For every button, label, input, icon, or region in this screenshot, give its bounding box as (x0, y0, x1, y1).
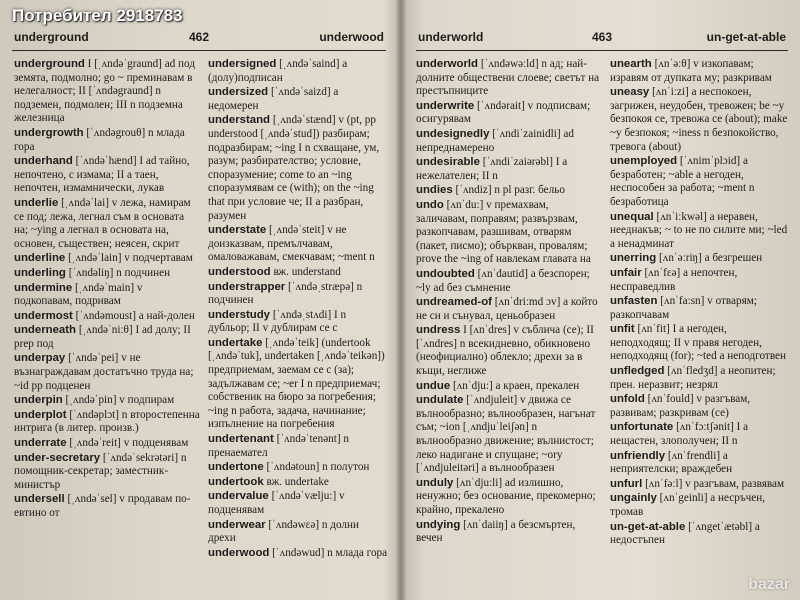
dictionary-entry (416, 519, 602, 546)
definition: [ˌʌndəˈpin] v подпирам (62, 394, 175, 407)
definition: [ˈʌndəˈpei] v не възнаграждавам достатъчно труда на; ~id pp подценен (14, 352, 194, 392)
headword: unfair (610, 266, 642, 279)
definition: [ˈʌndəˈtenənt] n пренаемател (208, 433, 349, 459)
dictionary-entry (416, 199, 602, 267)
headword: undermost (14, 309, 73, 322)
definition: [ʌnˈiːkwəl] a неравен, нееднакъв; ~ to не по силите ми; ~led a ненадминат (610, 210, 788, 250)
dictionary-entry (610, 421, 788, 448)
headword: understand (208, 114, 271, 127)
left-column-2 (208, 58, 388, 561)
left-header-rule (12, 50, 386, 51)
definition: [ʌnˈiːzi] a неспокоен, загрижен, неудобен, тревожен; be ~y безпокоя се, тревожа се (about); make ~y безпокоя; ~iness n безпокойство, тревога (about) (610, 86, 788, 153)
definition: [ˌʌndəˈlain] v подчертавам (65, 252, 193, 265)
headword: unfortunate (610, 421, 674, 434)
headword: underline (14, 252, 66, 265)
definition: [ˈʌndəgrouθ] n млада гора (14, 126, 185, 153)
definition: [ʌnˈdriːmd ɔv] a който не си и сънувал, ценьобразен (416, 296, 598, 322)
headword: underling (14, 266, 66, 279)
definition: [ˈʌndəˈvælju:] v подценявам (208, 490, 345, 516)
definition: [ˌʌndəˈsel] v продавам по-евтино от (14, 493, 191, 519)
dictionary-entry (610, 393, 788, 420)
headword: undue (416, 379, 451, 392)
definition: [ʌnˈəːθ] v изкопавам; изравям от дупката му; разкривам (610, 58, 772, 84)
definition: [ʌnˈgeinli] a несръчен, тромав (610, 492, 765, 518)
definition: [ˈʌndəwəːld] n ад; най-долните обществени слоеве; светът на престъпниците (416, 58, 600, 98)
dictionary-entry (416, 128, 602, 155)
headword: unduly (416, 476, 454, 489)
headword: unfriendly (610, 449, 666, 462)
dictionary-entry (14, 197, 200, 251)
definition: [ʌnˈfould] v разгъвам, развивам; разкривам (се) (610, 393, 751, 419)
definition: [ʌnˈfledʒd] a неопитен; прен. неразвит; незрял (610, 365, 776, 391)
dictionary-entry (14, 352, 200, 393)
definition: [ˌʌndəˈteik] (undertook [ˌʌndəˈtuk], undertaken [ˌʌndəˈteikən]) предприемам, заемам се с (за); задължавам се; ~er I n предприемач; собственик на бюро за погребения; ~ing n работа, задача, начинание; изпълнение на погребения (208, 336, 385, 431)
headword: undertook (208, 475, 264, 488)
dictionary-entry (14, 452, 200, 493)
headword: undertenant (208, 433, 274, 446)
dictionary-entry (14, 310, 200, 324)
dictionary-entry (14, 267, 200, 281)
definition: вж. understand (270, 265, 341, 278)
headword: understate (208, 224, 267, 237)
definition: [ʌnˈfit] I a негоден, неподходящ; II v правя негоден, неподходящ (for); ~ted a неподготвен (610, 323, 786, 363)
dictionary-entry (208, 114, 388, 223)
dictionary-entry (610, 58, 788, 85)
left-page (0, 0, 398, 600)
definition: [ˈʌndəwud] n млада гора (269, 546, 388, 559)
dictionary-entry (208, 86, 388, 113)
left-page-number: 462 (188, 30, 210, 44)
headword: undoubted (416, 267, 475, 280)
definition: [ʌnˈdju:li] ad излишно, ненужно; без основание, прекомерно; крайно, прекалено (416, 476, 596, 516)
headword: understudy (208, 308, 271, 321)
headword: undergrowth (14, 126, 84, 139)
left-page-header (14, 30, 384, 50)
definition: [ˈʌnimˈplɔid] a безработен; ~able a негоден, неспособен за работа; ~ment n безработица (610, 155, 755, 208)
dictionary-entry (14, 324, 200, 351)
left-guide-word-last: underwood (319, 30, 384, 44)
dictionary-entry (208, 476, 388, 490)
dictionary-entry (610, 478, 788, 492)
headword: undersized (208, 86, 269, 99)
definition: [ˌʌndəˈstænd] v (pt, pp understood [ˌʌndəˈstud]) разбирам; подразбирам; ~ing I n схващане, ум, разум; разбирателство; условие, споразумение; come to an ~ing споразумявам се (with); on the ~ing that при условие че; II a разбран, разумен (208, 114, 380, 222)
definition: [ʌnˈdu:] v премахвам, заличавам, поправям; развързвам, разкопчавам, разшивам, отварям (пакет, писмо); объркван, провалям; prove the ~ing of навлекам главата на (416, 198, 591, 266)
dictionary-entry (416, 184, 602, 198)
dictionary-entry (14, 282, 200, 309)
definition: [ˈʌndiˈzaiərəbl] I a нежелателен; II n (416, 156, 568, 182)
definition: [ʌnˈfɔːtʃənit] I a нещастен, злополучен; II n (610, 421, 749, 448)
definition: [ʌnˈfrendli] a неприятелски; враждебен (610, 449, 733, 476)
definition: [ˌʌndəˈsaind] a (долу)подписан (208, 58, 348, 84)
dictionary-entry (416, 268, 602, 295)
definition: [ʌnˈəːriŋ] a безгрешен (656, 252, 763, 265)
dictionary-entry (610, 492, 788, 519)
dictionary-entry (416, 58, 602, 99)
definition: [ˈʌndəplɔt] n второстепенна интрига (в литер. произв.) (14, 408, 200, 435)
headword: underrate (14, 437, 67, 450)
headword: undesignedly (416, 127, 490, 140)
headword: undertake (208, 336, 263, 349)
headword: undying (416, 518, 461, 531)
headword: uneasy (610, 86, 650, 99)
dictionary-entry (610, 450, 788, 477)
headword: undies (416, 184, 453, 197)
headword: underwear (208, 518, 266, 531)
dictionary-entry (208, 433, 388, 460)
definition: [ʌnˈfa:sn] v отварям; разкопчавам (610, 295, 757, 321)
dictionary-entry (14, 155, 200, 196)
headword: unearth (610, 58, 652, 70)
left-guide-word-first: underground (14, 30, 89, 44)
dictionary-entry (610, 252, 788, 266)
dictionary-entry (610, 521, 788, 548)
left-column-1 (14, 58, 200, 522)
headword: unfledged (610, 365, 665, 378)
headword: undervalue (208, 490, 269, 503)
dictionary-entry (208, 58, 388, 85)
right-header-rule (416, 50, 788, 51)
definition: [ˈʌndərait] v подписвам; осигурявам (416, 99, 591, 126)
dictionary-entry (14, 252, 200, 266)
headword: underpay (14, 352, 66, 365)
definition: [ˈʌndəˈhænd] I ad тайно, непочтено, с измама; II a таен, непочтен, измамнически, лукав (14, 155, 190, 195)
dictionary-entry (208, 547, 388, 561)
dictionary-entry (14, 493, 200, 520)
definition: [ˈʌndəwɛə] n долни дрехи (208, 518, 359, 545)
dictionary-entry (416, 296, 602, 323)
headword: unfasten (610, 295, 658, 308)
dictionary-entry (416, 156, 602, 183)
dictionary-entry (610, 211, 788, 252)
definition: [ˈʌndəˈsekrətəri] n помощник-секретар; заместник-министър (14, 451, 187, 491)
dictionary-entry (416, 324, 602, 378)
dictionary-entry (208, 281, 388, 308)
site-logo: bazar (748, 576, 790, 593)
headword: underplot (14, 408, 67, 421)
headword: ungainly (610, 492, 657, 505)
dictionary-entry (208, 490, 388, 517)
definition: [ʌnˈfəːl] v разгъвам, развявам (642, 477, 785, 490)
definition: вж. undertake (263, 475, 329, 488)
definition: [ˌʌndəˈlai] v лежа, намирам се под; лежа, легнал съм в основата на; ~ying a легнал в основата на, основен, съществен; неясен, скрит (14, 196, 191, 250)
headword: undress (416, 324, 461, 337)
dictionary-entry (416, 477, 602, 518)
dictionary-entry (208, 266, 388, 280)
dictionary-entry (14, 58, 200, 126)
definition: [ʌnˈdautid] a безспорен; ~ly ad без съмнение (416, 267, 590, 294)
headword: un-get-at-able (610, 520, 686, 533)
headword: unfit (610, 323, 635, 336)
definition: [ˈʌndəmoust] a най-долен (72, 309, 195, 322)
headword: underwrite (416, 99, 475, 112)
headword: underhand (14, 155, 73, 168)
definition: [ˈʌndəˌstʌdi] I n дубльор; II v дублирам се с (208, 308, 347, 335)
headword: undreamed-of (416, 296, 492, 309)
definition: [ˈʌndəˈsaizd] a недомерен (208, 86, 339, 112)
dictionary-entry (610, 267, 788, 294)
definition: [ˌʌndəˈsteit] v не доизказвам, премълчавам, омаловажавам, смекчавам; ~ment n (208, 224, 375, 264)
headword: unfold (610, 393, 645, 406)
right-column-1 (416, 58, 602, 547)
dictionary-entry (610, 295, 788, 322)
headword: undermine (14, 281, 73, 294)
definition: [ˈʌndiˈzainidli] ad непреднамерено (416, 127, 574, 154)
definition: [ˈʌndiz] n pl разг. бельо (452, 184, 565, 197)
definition: [ˌʌndəˈniːθ] I ad долу; II prep под (14, 324, 191, 350)
headword: undulate (416, 394, 464, 407)
right-column-2 (610, 58, 788, 549)
headword: undersell (14, 493, 65, 506)
dictionary-entry (610, 365, 788, 392)
dictionary-entry (208, 337, 388, 432)
headword: unemployed (610, 155, 678, 168)
dictionary-entry (208, 461, 388, 475)
definition: [ˈʌndjuleit] v движа се вълнообразно; вълнообразен, нагънат съм; ~ion [ˌʌndjuˈleiʃən] n вълнообразно движение; вълнистост; леко надигане и спущане; ~ory [ˈʌndjuleitəri] a вълнообразен (416, 394, 596, 475)
definition: [ˈʌndəliŋ] n подчинен (65, 266, 171, 279)
dictionary-entry (416, 380, 602, 394)
headword: unerring (610, 252, 657, 265)
definition: [ʌnˈfɛə] a непочтен, несправедлив (610, 266, 738, 293)
definition: [ˌʌndəˈmain] v подкопавам, подривам (14, 281, 143, 308)
headword: underworld (416, 58, 479, 70)
headword: under-secretary (14, 451, 101, 464)
definition: I [ˌʌndəˈgraund] ad под земята, подмолно; go ~ преминавам в нелегалност; II [ˈʌndəgraund] n подземен, подмолен; III n подземна железница (14, 58, 196, 125)
headword: underwood (208, 546, 270, 559)
dictionary-entry (208, 224, 388, 265)
headword: underneath (14, 324, 77, 337)
headword: unequal (610, 210, 654, 223)
user-watermark: Потребител 2918783 (12, 6, 183, 25)
dictionary-entry (416, 394, 602, 476)
headword: underpin (14, 394, 63, 407)
right-guide-word-last: un-get-at-able (706, 30, 786, 44)
dictionary-entry (208, 519, 388, 546)
definition: [ʌnˈdju:] a краен, прекален (450, 379, 580, 392)
headword: understood (208, 265, 271, 278)
dictionary-entry (14, 127, 200, 154)
headword: undertone (208, 461, 264, 474)
dictionary-entry (416, 100, 602, 127)
definition: [ʌnˈdaiiŋ] a безсмъртен, вечен (416, 518, 576, 545)
dictionary-entry (610, 86, 788, 154)
headword: unfurl (610, 477, 643, 490)
dictionary-entry (610, 155, 788, 209)
definition: [ˈʌndətoun] n полутон (263, 461, 370, 474)
definition: [ˌʌndəˈreit] v подценявам (66, 437, 189, 450)
definition: [ˈʌngetˈætəbl] a недостъпен (610, 520, 760, 547)
headword: undersigned (208, 58, 277, 70)
headword: underground (14, 58, 85, 70)
dictionary-entry (14, 394, 200, 408)
definition: [ˈʌndəˌstræpə] n подчинен (208, 280, 363, 307)
right-page-number: 463 (591, 30, 613, 44)
headword: undo (416, 198, 444, 211)
definition: I [ʌnˈdres] v съблича (се); II [ˈʌndres] n всекидневно, обикновено (неофициално) облекло; дрехи за в къщи, неглиже (416, 324, 594, 378)
dictionary-entry (610, 323, 788, 364)
right-page (404, 0, 800, 600)
right-guide-word-first: underworld (418, 30, 484, 44)
dictionary-entry (14, 437, 200, 451)
right-page-header (418, 30, 786, 50)
headword: underlie (14, 196, 59, 209)
dictionary-entry (208, 309, 388, 336)
headword: undesirable (416, 156, 480, 169)
headword: understrapper (208, 280, 286, 293)
dictionary-entry (14, 409, 200, 436)
